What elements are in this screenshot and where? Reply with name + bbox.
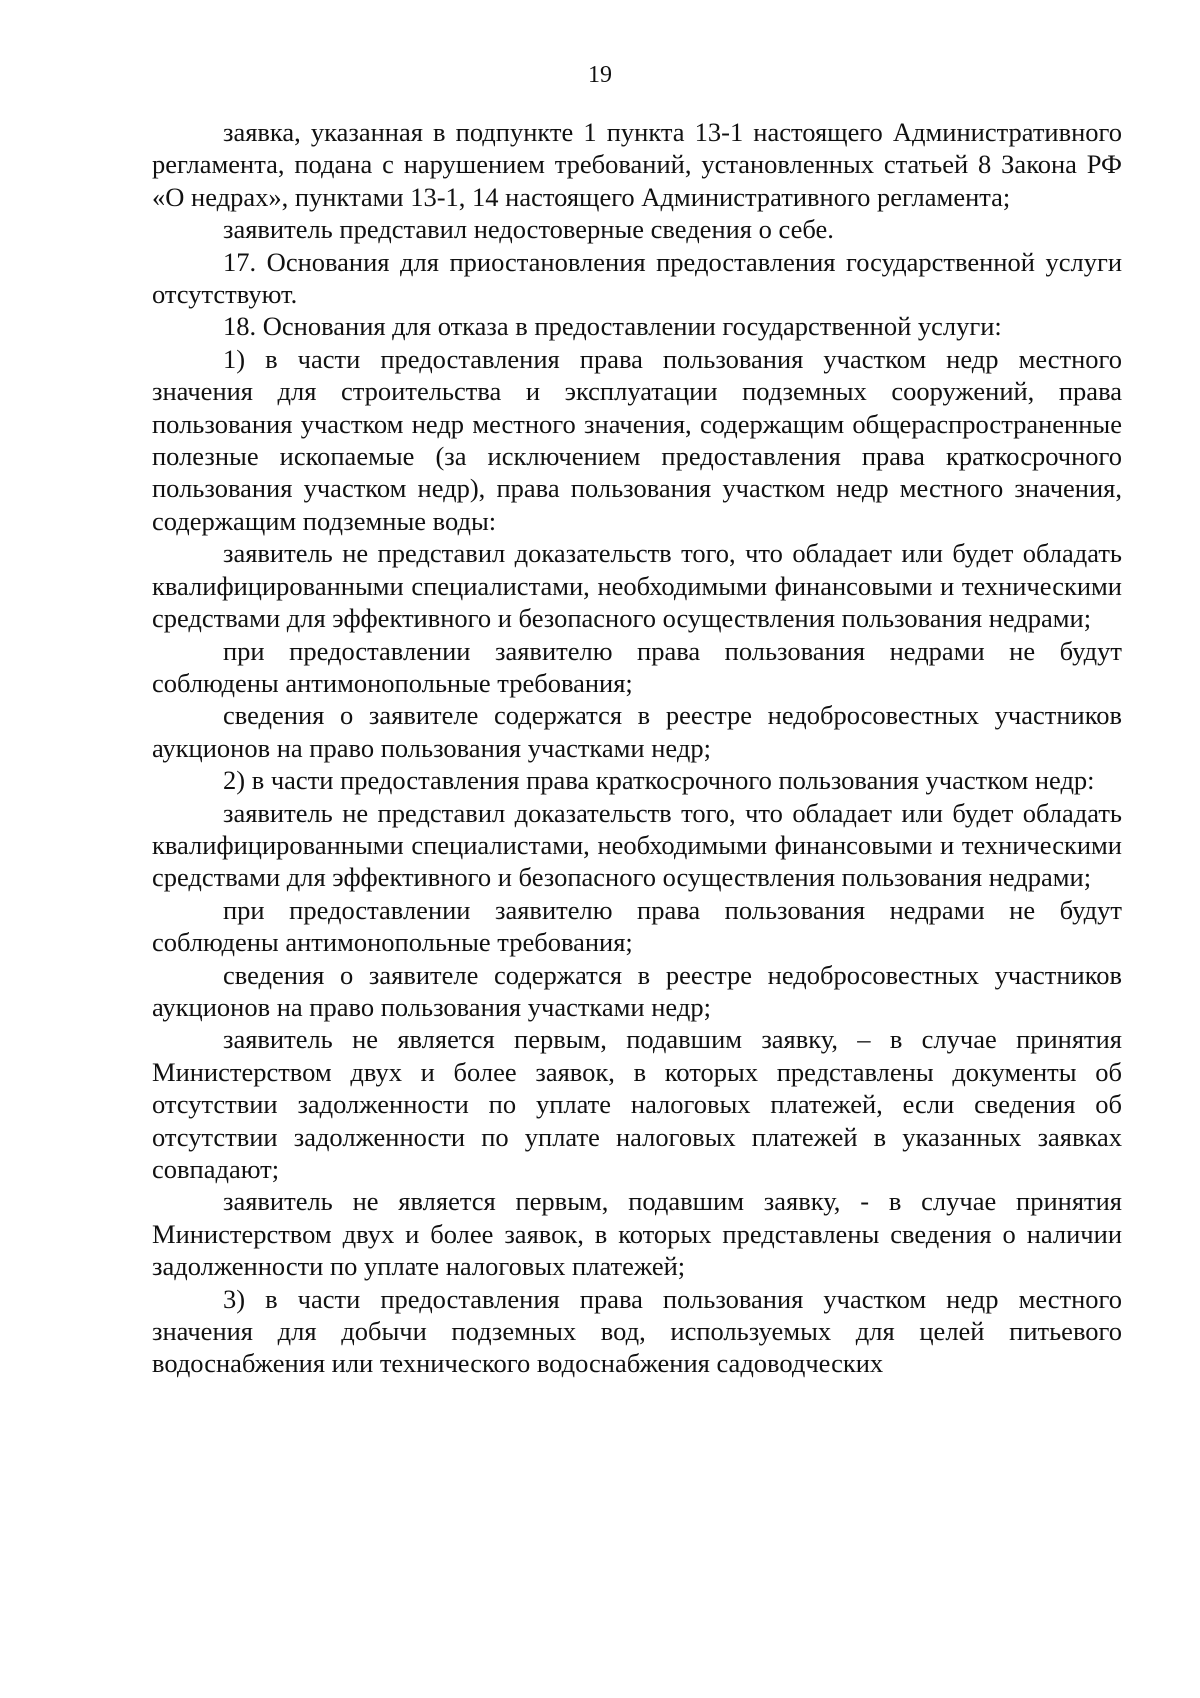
paragraph: заявка, указанная в подпункте 1 пункта 13-1 настоящего Административного регламента, подана с нарушением требований, установленных статьей 8 Закона РФ «О недрах», пунктами 13-1, 14 настоящего Административного регламента;	[152, 117, 1122, 212]
paragraph: при предоставлении заявителю права пользования недрами не будут соблюдены антимонопольные требования;	[152, 894, 1122, 958]
paragraph: заявитель не представил доказательств того, что обладает или будет обладать квалифицированными специалистами, необходимыми финансовыми и техническими средствами для эффективного и безопасного осуществления пользования недрами;	[152, 538, 1122, 634]
paragraph: при предоставлении заявителю права пользования недрами не будут соблюдены антимонопольные требования;	[152, 635, 1122, 698]
paragraph: заявитель не является первым, подавшим заявку, – в случае принятия Министерством двух и более заявок, в которых представлены документы об отсутствии задолженности по уплате налоговых платежей, если сведения об отсутствии задолженности по уплате налоговых платежей в указанных заявках совпадают;	[152, 1024, 1122, 1184]
paragraph: сведения о заявителе содержатся в реестре недобросовестных участников аукционов на право пользования участками недр;	[152, 959, 1122, 1022]
paragraph: 3) в части предоставления права пользования участком недр местного значения для добычи подземных вод, используемых для целей питьевого водоснабжения или технического водоснабжения садоводческих	[152, 1283, 1122, 1379]
paragraph: 17. Основания для приостановления предоставления государственной услуги отсутствуют.	[152, 246, 1122, 310]
paragraph: заявитель представил недостоверные сведения о себе.	[223, 214, 834, 245]
paragraph: 18. Основания для отказа в предоставлении государственной услуги:	[223, 311, 1002, 342]
page-number: 19	[588, 62, 612, 88]
paragraph: 2) в части предоставления права краткосрочного пользования участком недр:	[223, 765, 1095, 796]
paragraph: 1) в части предоставления права пользования участком недр местного значения для строительства и эксплуатации подземных сооружений, права пользования участком недр местного значения, содержащим общераспространенные полезные ископаемые (за исключением предоставления права краткосрочного пользования участком недр), права пользования участком недр местного значения, содержащим подземные воды:	[152, 343, 1122, 536]
document-body	[152, 116, 1122, 1380]
paragraph: сведения о заявителе содержатся в реестре недобросовестных участников аукционов на право пользования участками недр;	[152, 700, 1122, 763]
paragraph: заявитель не представил доказательств того, что обладает или будет обладать квалифицированными специалистами, необходимыми финансовыми и техническими средствами для эффективного и безопасного осуществления пользования недрами;	[152, 797, 1122, 893]
paragraph: заявитель не является первым, подавшим заявку, - в случае принятия Министерством двух и более заявок, в которых представлены сведения о наличии задолженности по уплате налоговых платежей;	[152, 1186, 1122, 1282]
